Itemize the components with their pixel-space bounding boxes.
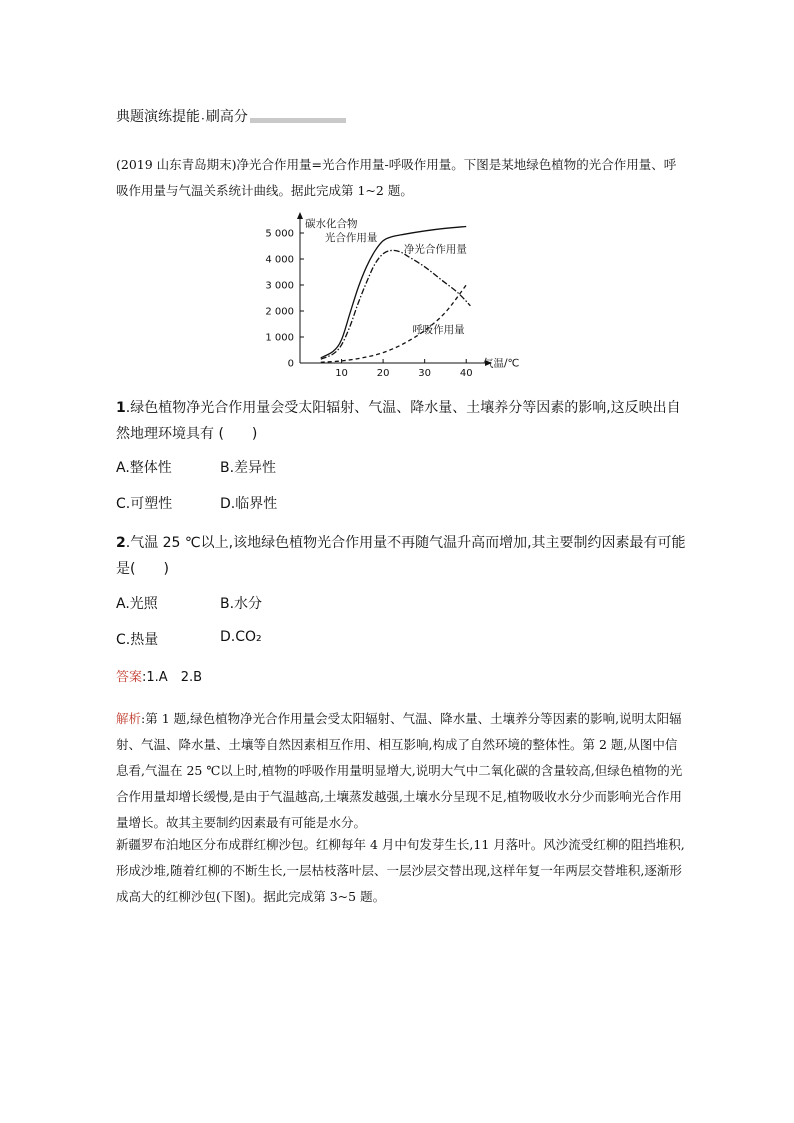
answer-line bbox=[116, 666, 202, 685]
series-label-1: 光合作用量 bbox=[324, 231, 378, 244]
y-tick-label: 3 000 bbox=[265, 280, 294, 292]
y-tick-label: 1 000 bbox=[265, 332, 294, 344]
chart-labels bbox=[265, 217, 519, 379]
x-tick-label: 20 bbox=[376, 368, 390, 379]
y-tick-label: 2 000 bbox=[265, 306, 294, 318]
question-2-number: 2 bbox=[116, 535, 126, 551]
y-tick-label: 5 000 bbox=[265, 228, 294, 240]
section-title: 典题演练提能 bbox=[116, 109, 200, 125]
explanation-text: :第 1 题,绿色植物净光合作用量会受太阳辐射、气温、降水量、土壤养分等因素的影响,说明太阳辐射、气温、降水量、土壤等自然因素相互作用、相互影响,构成了自然环境的整体性。第 2 题,从图中信息看,气温在 25 ℃以上时,植物的呼吸作用量明显增大,说明大气中二氧化碳的含量较高,但绿色植物的光合作用量却增长缓慢,是由于气温越高,土壤蒸发越强,土壤水分呈现不足,植物吸收水分少而影响光合作用量增长。故其主要制约因素最有可能是水分。 bbox=[116, 711, 683, 830]
series-line-2 bbox=[321, 250, 471, 359]
explanation-label: 解析 bbox=[116, 711, 142, 726]
series-label-2: 净光合作用量 bbox=[403, 243, 467, 256]
y-tick-label: 4 000 bbox=[265, 254, 294, 266]
x-tick-label: 10 bbox=[335, 368, 348, 379]
explanation bbox=[116, 706, 686, 836]
answer-label: 答案 bbox=[116, 670, 143, 685]
q2-option-c: C.热量 bbox=[116, 632, 159, 648]
section-header bbox=[116, 106, 346, 126]
chart bbox=[262, 208, 532, 380]
x-tick-label: 40 bbox=[459, 368, 473, 379]
section-bar bbox=[250, 118, 346, 123]
y-axis-label: 碳水化合物 bbox=[305, 218, 358, 230]
question-1-number: 1 bbox=[116, 400, 126, 416]
section-subtitle: 刷高分 bbox=[205, 109, 248, 125]
question-2 bbox=[116, 530, 686, 582]
question-1 bbox=[116, 395, 686, 447]
answer-text: :1.A 2.B bbox=[142, 670, 203, 685]
y-axis-arrow bbox=[297, 212, 303, 219]
intro-paragraph: (2019 山东青岛期末)净光合作用量=光合作用量-呼吸作用量。下图是某地绿色植物的光合作用量、呼吸作用量与气温关系统计曲线。据此完成第 1~2 题。 bbox=[116, 157, 677, 198]
q1-option-c: C.可塑性 bbox=[116, 496, 173, 512]
series-label-3: 呼吸作用量 bbox=[412, 324, 465, 337]
x-axis-label: 气温/℃ bbox=[483, 357, 520, 370]
section-dot: · bbox=[201, 112, 205, 126]
q1-option-d: D.临界性 bbox=[220, 496, 278, 512]
passage-2: 新疆罗布泊地区分布成群红柳沙包。红柳每年 4 月中旬发芽生长,11 月落叶。风沙流受红柳的阻挡堆积,形成沙堆,随着红柳的不断生长,一层枯枝落叶层、一层沙层交替出现,这样年复一年两层交替堆积,逐渐形成高大的红柳沙包(下图)。据此完成第 3~5 题。 bbox=[116, 837, 685, 904]
x-tick-label: 30 bbox=[418, 368, 432, 379]
q2-option-b: B.水分 bbox=[220, 596, 263, 612]
q2-option-a: A.光照 bbox=[116, 596, 158, 612]
q1-option-b: B.差异性 bbox=[220, 460, 277, 476]
question-1-text: .绿色植物净光合作用量会受太阳辐射、气温、降水量、土壤养分等因素的影响,这反映出自然地理环境具有 ( ) bbox=[116, 400, 681, 442]
q2-option-d: D.CO₂ bbox=[220, 629, 262, 645]
origin-label: 0 bbox=[287, 358, 294, 370]
question-2-text: .气温 25 ℃以上,该地绿色植物光合作用量不再随气温升高而增加,其主要制约因素最有可能是( ) bbox=[116, 535, 686, 577]
q1-option-a: A.整体性 bbox=[116, 460, 172, 476]
